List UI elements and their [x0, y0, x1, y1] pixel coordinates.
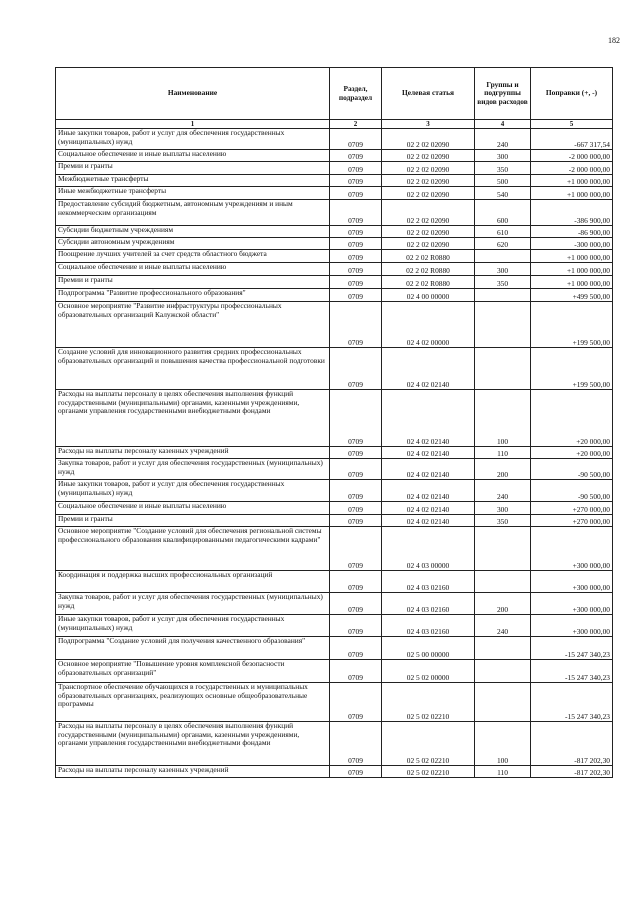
- row-amount-cell: +1 000 000,00: [531, 263, 613, 276]
- row-section-cell: 0709: [330, 766, 382, 778]
- table-row: [56, 150, 613, 162]
- row-section-cell: 0709: [330, 637, 382, 660]
- row-amount-cell: +270 000,00: [531, 515, 613, 527]
- row-expense-group-cell: 240: [475, 129, 531, 150]
- row-section-cell: 0709: [330, 390, 382, 447]
- row-amount-cell: +20 000,00: [531, 447, 613, 459]
- row-target-code-cell: 02 4 03 02160: [382, 571, 475, 593]
- row-amount-cell: +1 000 000,00: [531, 175, 613, 187]
- row-name-cell: Закупка товаров, работ и услуг для обеспечения государственных (муниципальных) нужд: [56, 459, 330, 480]
- row-name-cell: Расходы на выплаты персоналу в целях обеспечения выполнения функций государственными (муниципальными) органами, казенными учреждениями, органами управления государственными внебюджетными фондами: [56, 722, 330, 766]
- row-section-cell: 0709: [330, 175, 382, 187]
- row-name-cell: Расходы на выплаты персоналу казенных учреждений: [56, 447, 330, 459]
- row-amount-cell: +20 000,00: [531, 390, 613, 447]
- row-amount-cell: -817 202,30: [531, 722, 613, 766]
- row-target-code-cell: 02 2 02 R0880: [382, 263, 475, 276]
- column-number: 4: [475, 120, 531, 129]
- row-section-cell: 0709: [330, 593, 382, 615]
- row-section-cell: 0709: [330, 289, 382, 302]
- table-row: [56, 615, 613, 637]
- row-amount-cell: -300 000,00: [531, 238, 613, 250]
- row-expense-group-cell: 110: [475, 447, 531, 459]
- row-name-cell: Иные закупки товаров, работ и услуг для обеспечения государственных (муниципальных) нужд: [56, 480, 330, 502]
- table-row: [56, 276, 613, 289]
- row-section-cell: 0709: [330, 571, 382, 593]
- row-expense-group-cell: 200: [475, 459, 531, 480]
- row-expense-group-cell: [475, 683, 531, 722]
- row-section-cell: 0709: [330, 722, 382, 766]
- table-row: [56, 722, 613, 766]
- table-row: [56, 226, 613, 238]
- row-section-cell: 0709: [330, 263, 382, 276]
- row-target-code-cell: 02 5 00 00000: [382, 637, 475, 660]
- row-target-code-cell: 02 2 02 R0880: [382, 276, 475, 289]
- row-expense-group-cell: 240: [475, 480, 531, 502]
- row-section-cell: 0709: [330, 515, 382, 527]
- row-name-cell: Премии и гранты: [56, 276, 330, 289]
- row-target-code-cell: 02 4 02 02140: [382, 447, 475, 459]
- row-amount-cell: +1 000 000,00: [531, 276, 613, 289]
- row-name-cell: Иные закупки товаров, работ и услуг для обеспечения государственных (муниципальных) нужд: [56, 615, 330, 637]
- column-number: 1: [56, 120, 330, 129]
- row-target-code-cell: 02 2 02 02090: [382, 200, 475, 226]
- row-expense-group-cell: [475, 571, 531, 593]
- row-target-code-cell: 02 5 02 02210: [382, 683, 475, 722]
- header-section: Раздел, подраздел: [330, 68, 382, 120]
- row-name-cell: Иные закупки товаров, работ и услуг для обеспечения государственных (муниципальных) нужд: [56, 129, 330, 150]
- row-expense-group-cell: 620: [475, 238, 531, 250]
- row-amount-cell: +300 000,00: [531, 593, 613, 615]
- row-section-cell: 0709: [330, 348, 382, 390]
- column-number: 2: [330, 120, 382, 129]
- row-target-code-cell: 02 4 02 02140: [382, 502, 475, 515]
- row-target-code-cell: 02 2 02 02090: [382, 238, 475, 250]
- table-body: [56, 129, 613, 778]
- row-amount-cell: -15 247 340,23: [531, 683, 613, 722]
- row-section-cell: 0709: [330, 683, 382, 722]
- table-row: [56, 162, 613, 175]
- table-row: [56, 480, 613, 502]
- row-section-cell: 0709: [330, 162, 382, 175]
- row-section-cell: 0709: [330, 250, 382, 263]
- row-section-cell: 0709: [330, 187, 382, 200]
- row-expense-group-cell: 200: [475, 593, 531, 615]
- row-target-code-cell: 02 4 03 02160: [382, 593, 475, 615]
- row-expense-group-cell: [475, 250, 531, 263]
- table-row: [56, 593, 613, 615]
- table-row: [56, 571, 613, 593]
- row-section-cell: 0709: [330, 302, 382, 348]
- row-amount-cell: -15 247 340,23: [531, 637, 613, 660]
- row-amount-cell: -90 500,00: [531, 480, 613, 502]
- row-section-cell: 0709: [330, 660, 382, 683]
- row-expense-group-cell: 540: [475, 187, 531, 200]
- row-expense-group-cell: [475, 348, 531, 390]
- table-row: [56, 459, 613, 480]
- table-row: [56, 200, 613, 226]
- table-row: [56, 502, 613, 515]
- row-target-code-cell: 02 2 02 R0880: [382, 250, 475, 263]
- header-target: Целевая статья: [382, 68, 475, 120]
- row-amount-cell: -2 000 000,00: [531, 150, 613, 162]
- row-name-cell: Закупка товаров, работ и услуг для обеспечения государственных (муниципальных) нужд: [56, 593, 330, 615]
- row-name-cell: Межбюджетные трансферты: [56, 175, 330, 187]
- table-row: [56, 637, 613, 660]
- row-name-cell: Социальное обеспечение и иные выплаты населению: [56, 502, 330, 515]
- row-section-cell: 0709: [330, 527, 382, 571]
- row-name-cell: Премии и гранты: [56, 162, 330, 175]
- header-group: Группы и подгруппы видов расходов: [475, 68, 531, 120]
- table-row: [56, 447, 613, 459]
- row-target-code-cell: 02 4 00 00000: [382, 289, 475, 302]
- table-row: [56, 175, 613, 187]
- row-expense-group-cell: [475, 289, 531, 302]
- row-amount-cell: -386 900,00: [531, 200, 613, 226]
- row-target-code-cell: 02 4 02 02140: [382, 459, 475, 480]
- row-expense-group-cell: 350: [475, 162, 531, 175]
- row-name-cell: Координация и поддержка высших профессиональных организаций: [56, 571, 330, 593]
- row-expense-group-cell: [475, 527, 531, 571]
- table-row: [56, 527, 613, 571]
- row-target-code-cell: 02 2 02 02090: [382, 162, 475, 175]
- page-number: 182: [608, 36, 620, 45]
- column-number: 5: [531, 120, 613, 129]
- row-name-cell: Подпрограмма "Развитие профессионального образования": [56, 289, 330, 302]
- row-expense-group-cell: 110: [475, 766, 531, 778]
- row-section-cell: 0709: [330, 150, 382, 162]
- row-amount-cell: +270 000,00: [531, 502, 613, 515]
- row-target-code-cell: 02 4 02 02140: [382, 348, 475, 390]
- row-amount-cell: -90 500,00: [531, 459, 613, 480]
- table-row: [56, 683, 613, 722]
- row-name-cell: Субсидии автономным учреждениям: [56, 238, 330, 250]
- row-amount-cell: +199 500,00: [531, 302, 613, 348]
- row-amount-cell: -2 000 000,00: [531, 162, 613, 175]
- table-row: [56, 660, 613, 683]
- row-section-cell: 0709: [330, 447, 382, 459]
- row-target-code-cell: 02 2 02 02090: [382, 187, 475, 200]
- row-expense-group-cell: [475, 660, 531, 683]
- table-row: [56, 263, 613, 276]
- row-name-cell: Создание условий для инновационного развития средних профессиональных образовательных организаций и повышения качества профессиональной подготовки: [56, 348, 330, 390]
- row-expense-group-cell: 300: [475, 263, 531, 276]
- row-name-cell: Социальное обеспечение и иные выплаты населению: [56, 263, 330, 276]
- header-amount: Поправки (+, -): [531, 68, 613, 120]
- row-amount-cell: +1 000 000,00: [531, 187, 613, 200]
- row-expense-group-cell: 600: [475, 200, 531, 226]
- row-target-code-cell: 02 2 02 02090: [382, 150, 475, 162]
- table-row: [56, 302, 613, 348]
- row-name-cell: Подпрограмма "Создание условий для получения качественного образования": [56, 637, 330, 660]
- row-target-code-cell: 02 4 03 02160: [382, 615, 475, 637]
- row-name-cell: Иные межбюджетные трансферты: [56, 187, 330, 200]
- column-number: 3: [382, 120, 475, 129]
- row-amount-cell: -15 247 340,23: [531, 660, 613, 683]
- table-row: [56, 515, 613, 527]
- table-row: [56, 766, 613, 778]
- row-section-cell: 0709: [330, 615, 382, 637]
- row-target-code-cell: 02 2 02 02090: [382, 129, 475, 150]
- table-row: [56, 238, 613, 250]
- row-expense-group-cell: [475, 302, 531, 348]
- row-target-code-cell: 02 2 02 02090: [382, 175, 475, 187]
- row-expense-group-cell: 300: [475, 150, 531, 162]
- row-expense-group-cell: 500: [475, 175, 531, 187]
- row-name-cell: Предоставление субсидий бюджетным, автономным учреждениям и иным некоммерческим организациям: [56, 200, 330, 226]
- row-target-code-cell: 02 5 02 02210: [382, 766, 475, 778]
- row-target-code-cell: 02 5 02 00000: [382, 660, 475, 683]
- row-expense-group-cell: 240: [475, 615, 531, 637]
- row-expense-group-cell: 300: [475, 502, 531, 515]
- table-row: [56, 348, 613, 390]
- row-section-cell: 0709: [330, 480, 382, 502]
- row-section-cell: 0709: [330, 502, 382, 515]
- row-target-code-cell: 02 2 02 02090: [382, 226, 475, 238]
- table-row: [56, 289, 613, 302]
- table-row: [56, 129, 613, 150]
- row-section-cell: 0709: [330, 226, 382, 238]
- row-amount-cell: +499 500,00: [531, 289, 613, 302]
- row-name-cell: Транспортное обеспечение обучающихся в государственных и муниципальных образовательных организациях, реализующих основные общеобразовательные программы: [56, 683, 330, 722]
- row-amount-cell: -817 202,30: [531, 766, 613, 778]
- row-name-cell: Социальное обеспечение и иные выплаты населению: [56, 150, 330, 162]
- row-section-cell: 0709: [330, 129, 382, 150]
- row-target-code-cell: 02 4 03 00000: [382, 527, 475, 571]
- table-header-row: [56, 68, 613, 120]
- table-row: [56, 250, 613, 263]
- budget-amendments-table: [55, 67, 613, 778]
- table-row: [56, 187, 613, 200]
- row-name-cell: Поощрение лучших учителей за счет средств областного бюджета: [56, 250, 330, 263]
- row-amount-cell: -86 900,00: [531, 226, 613, 238]
- row-section-cell: 0709: [330, 200, 382, 226]
- row-name-cell: Основное мероприятие "Развитие инфраструктуры профессиональных образовательных организаций Калужской области": [56, 302, 330, 348]
- row-amount-cell: -667 317,54: [531, 129, 613, 150]
- row-amount-cell: +300 000,00: [531, 615, 613, 637]
- row-name-cell: Субсидии бюджетным учреждениям: [56, 226, 330, 238]
- row-expense-group-cell: 100: [475, 390, 531, 447]
- row-expense-group-cell: 610: [475, 226, 531, 238]
- row-name-cell: Основное мероприятие "Повышение уровня комплексной безопасности образовательных организаций": [56, 660, 330, 683]
- row-amount-cell: +199 500,00: [531, 348, 613, 390]
- header-name: Наименование: [56, 68, 330, 120]
- row-amount-cell: +300 000,00: [531, 571, 613, 593]
- row-expense-group-cell: 100: [475, 722, 531, 766]
- row-target-code-cell: 02 4 02 00000: [382, 302, 475, 348]
- row-expense-group-cell: 350: [475, 515, 531, 527]
- row-target-code-cell: 02 5 02 02210: [382, 722, 475, 766]
- row-section-cell: 0709: [330, 459, 382, 480]
- row-name-cell: Премии и гранты: [56, 515, 330, 527]
- row-name-cell: Расходы на выплаты персоналу в целях обеспечения выполнения функций государственными (муниципальными) органами, казенными учреждениями, органами управления государственными внебюджетными фондами: [56, 390, 330, 447]
- row-name-cell: Основное мероприятие "Создание условий для обеспечения региональной системы профессионального образования квалифицированными педагогическими кадрами": [56, 527, 330, 571]
- row-target-code-cell: 02 4 02 02140: [382, 480, 475, 502]
- row-name-cell: Расходы на выплаты персоналу казенных учреждений: [56, 766, 330, 778]
- table-row: [56, 390, 613, 447]
- row-section-cell: 0709: [330, 276, 382, 289]
- row-expense-group-cell: 350: [475, 276, 531, 289]
- row-amount-cell: +1 000 000,00: [531, 250, 613, 263]
- row-amount-cell: +300 000,00: [531, 527, 613, 571]
- row-target-code-cell: 02 4 02 02140: [382, 390, 475, 447]
- row-section-cell: 0709: [330, 238, 382, 250]
- row-expense-group-cell: [475, 637, 531, 660]
- row-target-code-cell: 02 4 02 02140: [382, 515, 475, 527]
